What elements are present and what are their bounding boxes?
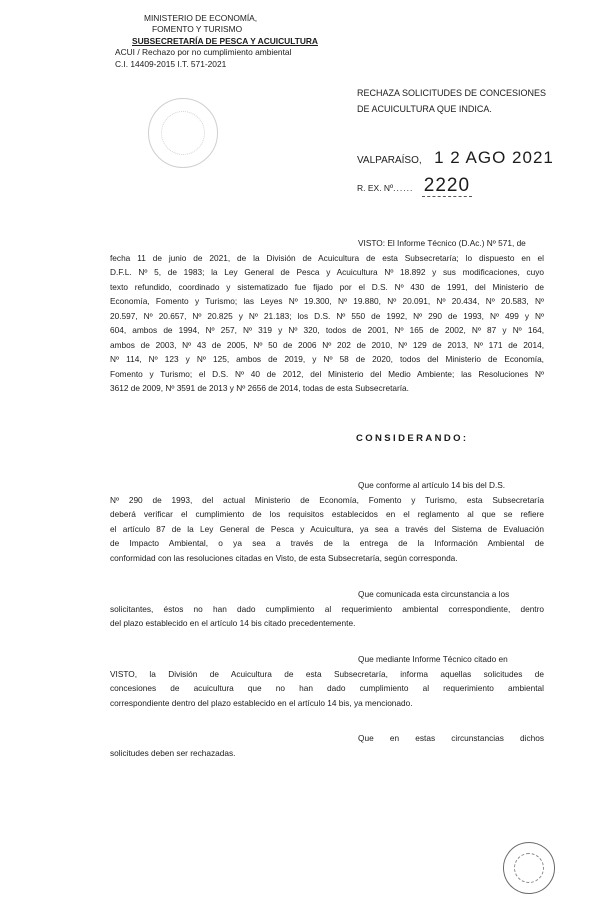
- resolution-number: [357, 175, 472, 197]
- visto-line: 604, ambos de 1994, Nº 257, Nº 319 y Nº 320, todos de 2001, Nº 165 de 2002, Nº 87 y Nº 164,: [110, 325, 544, 335]
- visto-line: D.F.L. Nº 5, de 1983; la Ley General de Pesca y Acuicultura Nº 18.892 y sus modificaciones, cuyo: [110, 267, 544, 277]
- faded-seal-icon: [148, 98, 218, 168]
- paragraph-line: Que comunicada esta circunstancia a los: [358, 589, 510, 599]
- city: VALPARAÍSO,: [357, 155, 422, 166]
- visto-line: 3612 de 2009, Nº 3591 de 2013 y Nº 2656 de 2014, todas de esta Subsecretaría.: [110, 383, 409, 393]
- visto-line: Economía, Fomento y Turismo; las Leyes Nº 19.300, Nº 19.880, Nº 20.091, Nº 20.434, Nº 20.583, Nº: [110, 296, 544, 306]
- paragraph-line: Que conforme al artículo 14 bis del D.S.: [358, 480, 506, 490]
- ministry-name-cont: FOMENTO Y TURISMO: [152, 24, 243, 35]
- date-stamp: 1 2 AGO 2021: [434, 148, 554, 167]
- paragraph-line: solicitantes, éstos no han dado cumplimiento al requerimiento ambiental correspondiente, dentro: [110, 603, 544, 614]
- letterhead: [112, 13, 322, 70]
- file-reference: C.I. 14409-2015 I.T. 571-2021: [115, 58, 227, 69]
- visto-line: texto refundido, coordinado y sistematizado fue fijado por el D.S. Nº 430 de 1991, del Ministerio de: [110, 281, 544, 292]
- considerando-paragraph-2: [110, 587, 544, 631]
- paragraph-line: del plazo establecido en el artículo 14 bis citado precedentemente.: [110, 618, 356, 628]
- visto-line: 20.597, Nº 20.657, Nº 20.825 y Nº 21.183; los D.S. Nº 550 de 1992, Nº 290 de 1993, Nº 499 y Nº: [110, 310, 544, 321]
- visto-line: Nº 114, Nº 123 y Nº 125, ambos de 2019, y Nº 58 de 2020, todos del Ministerio de Economía,: [110, 354, 544, 364]
- subject-line: [357, 85, 557, 117]
- considerando-paragraph-1: [110, 478, 544, 565]
- visto-line: fecha 11 de junio de 2021, de la División de Acuicultura de esta Subsecretaría; lo dispuesto en el: [110, 252, 544, 263]
- paragraph-line: solicitudes deben ser rechazadas.: [110, 747, 236, 758]
- approval-stamp-icon: [500, 839, 559, 898]
- paragraph-line: conformidad con las resoluciones citadas en Visto, de esta Subsecretaría, según corresponda.: [110, 552, 458, 563]
- paragraph-line: Que en estas circunstancias dichos: [358, 733, 544, 743]
- reference-line: ACUI / Rechazo por no cumplimiento ambiental: [115, 47, 292, 58]
- paragraph-line: Que mediante Informe Técnico citado en: [358, 654, 508, 664]
- paragraph-line: VISTO, la División de Acuicultura de esta Subsecretaría, informa aquellas solicitudes de: [110, 668, 544, 679]
- resolution-dots: ......: [393, 183, 414, 193]
- place-and-date: [357, 148, 554, 168]
- ministry-name: MINISTERIO DE ECONOMÍA,: [144, 13, 258, 23]
- considerando-paragraph-4: [110, 731, 544, 760]
- paragraph-line: deberá verificar el cumplimiento de los requisitos establecidos en el reglamento al que se refiere: [110, 509, 544, 519]
- resolution-number-value: 2220: [423, 175, 471, 196]
- considerando-heading: CONSIDERANDO:: [356, 433, 469, 444]
- paragraph-line: concesiones de acuicultura que no han dado cumplimiento al requerimiento ambiental: [110, 683, 544, 693]
- resolution-label: R. EX. Nº: [357, 183, 394, 193]
- paragraph-line: el artículo 87 de la Ley General de Pesca y Acuicultura, ya sea a través del Sistema de Evaluación: [110, 523, 544, 534]
- subject-line-2: DE ACUICULTURA QUE INDICA.: [357, 104, 492, 114]
- paragraph-line: correspondiente dentro del plazo establecido en el artículo 14 bis, ya mencionado.: [110, 697, 413, 708]
- visto-line: Fomento y Turismo; el D.S. Nº 40 de 2012, del Ministerio del Medio Ambiente; las Resoluciones Nº: [110, 368, 544, 379]
- considerando-paragraph-3: [110, 652, 544, 710]
- visto-line: VISTO: El Informe Técnico (D.Ac.) Nº 571, de: [358, 238, 526, 248]
- visto-line: ambos de 2003, Nº 43 de 2005, Nº 50 de 2006 Nº 202 de 2010, Nº 129 de 2013, Nº 171 de 2014,: [110, 339, 544, 350]
- subsecretaria-name: SUBSECRETARÍA DE PESCA Y ACUICULTURA: [132, 35, 318, 46]
- paragraph-line: Nº 290 de 1993, del actual Ministerio de Economía, Fomento y Turismo, esta Subsecretaría: [110, 494, 544, 505]
- visto-paragraph: [110, 236, 544, 396]
- subject-line-1: RECHAZA SOLICITUDES DE CONCESIONES: [357, 88, 547, 98]
- paragraph-line: de Impacto Ambiental, o ya sea a través de la entrega de la Información Ambiental de: [110, 538, 544, 548]
